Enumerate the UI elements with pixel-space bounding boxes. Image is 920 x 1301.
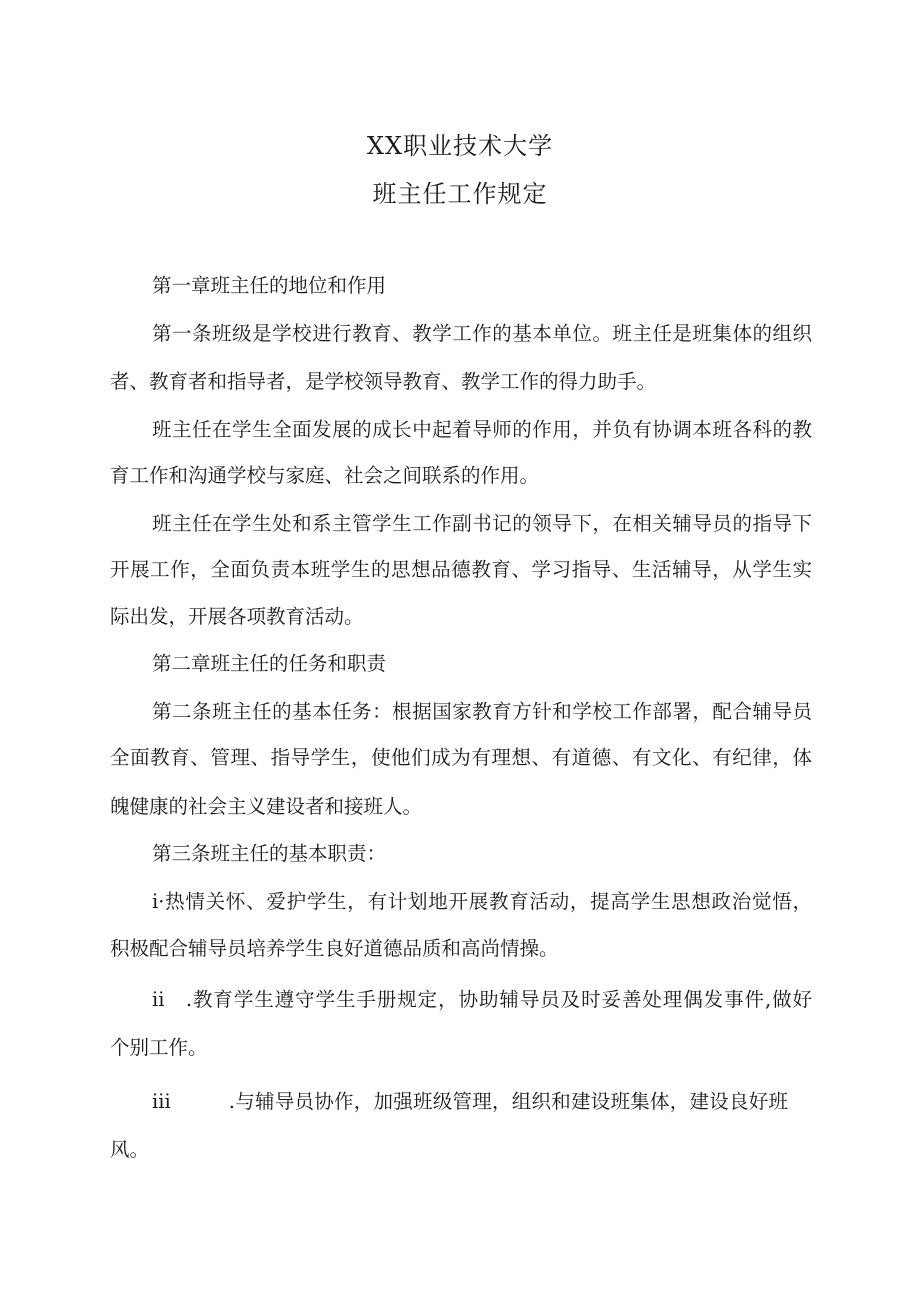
chapter-2-heading: 第二章班主任的任务和职责 [152,652,387,675]
paragraph-3-line-3: 际出发，开展各项教育活动。 [110,605,364,628]
paragraph-3-line-2: 开展工作，全面负责本班学生的思想品德教育、学习指导、生活辅导，从学生实 [110,558,812,581]
duty-item-ii-line-2: 个别工作。 [110,1036,208,1059]
chapter-1-heading: 第一章班主任的地位和作用 [152,274,387,297]
duty-item-ii-line-1: ii .教育学生遵守学生手册规定，协助辅导员及时妥善处理偶发事件,做好 [152,988,812,1011]
paragraph-2-line-2: 育工作和沟通学校与家庭、社会之间联系的作用。 [110,464,540,487]
document-title-institution: XX职业技术大学 [366,132,554,160]
article-2-line-3: 魄健康的社会主义建设者和接班人。 [110,795,423,818]
duty-item-iii-line-1: iii .与辅导员协作，加强班级管理，组织和建设班集体，建设良好班 [152,1090,788,1113]
duty-item-i-line-1: i·热情关怀、爱护学生，有计划地开展教育活动，提高学生思想政治觉悟， [152,890,812,913]
paragraph-3-line-1: 班主任在学生处和系主管学生工作副书记的领导下，在相关辅导员的指导下 [152,512,812,535]
article-1-line-1: 第一条班级是学校进行教育、教学工作的基本单位。班主任是班集体的组织 [152,322,812,345]
duty-item-iii-line-2: 风。 [110,1138,150,1161]
article-1-line-2: 者、教育者和指导者，是学校领导教育、教学工作的得力助手。 [110,370,657,393]
duty-item-i-line-2: 积极配合辅导员培养学生良好道德品质和高尚情操。 [110,937,559,960]
document-title-regulation: 班主任工作规定 [372,180,548,208]
article-2-line-2: 全面教育、管理、指导学生，使他们成为有理想、有道德、有文化、有纪律，体 [110,746,812,769]
article-2-line-1: 第二条班主任的基本任务：根据国家教育方针和学校工作部署，配合辅导员 [152,700,812,723]
article-3-heading: 第三条班主任的基本职责： [152,842,387,865]
paragraph-2-line-1: 班主任在学生全面发展的成长中起着导师的作用，并负有协调本班各科的教 [152,418,812,441]
